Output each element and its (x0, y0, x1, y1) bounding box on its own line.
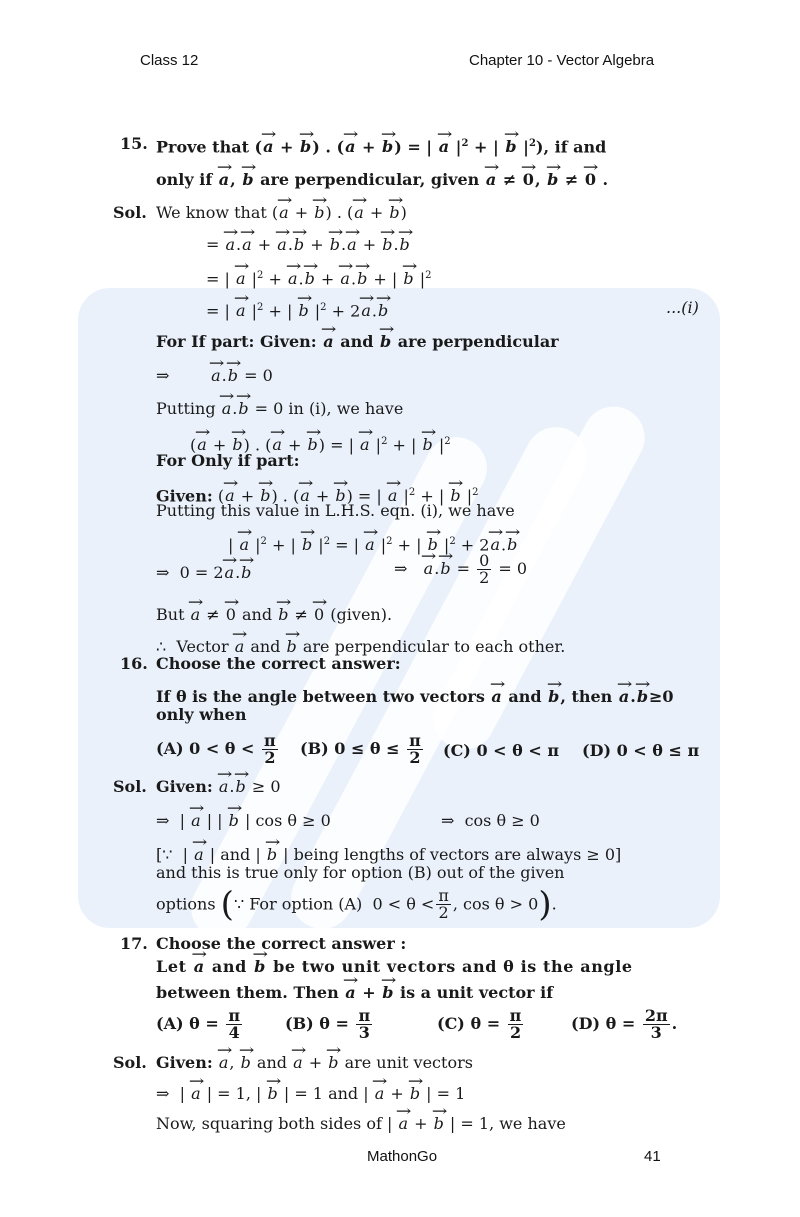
q15-sol-line2: = → a.→ a + → a.→ b + → b.→ a + → b.→ b (206, 235, 411, 255)
q16-option-a[interactable]: (A) 0 < θ < $\frac{\pi}{2}$ (156, 731, 276, 767)
q16-option-c[interactable]: (C) 0 < θ < π (443, 741, 560, 760)
q16-implies-line: ⇒ | → a | | → b | cos θ ≥ 0 (156, 811, 331, 831)
q15-sol-label: Sol. (113, 203, 147, 222)
implies-line1: ⇒ → a.→ b = 0 (156, 366, 273, 386)
q16-because-line: [∵ | → a | and | → b | being lengths of vectors are always ≥ 0] (156, 845, 621, 865)
q16-statement: If θ is the angle between two vectors → a and → b, then → a.→ b≥0 (156, 687, 674, 707)
q16-sol-given: Given: → a.→ b ≥ 0 (156, 777, 281, 797)
q16-only-when: only when (156, 705, 247, 724)
footer-brand: MathonGo (367, 1148, 438, 1165)
putting-line: Putting → a.→ b = 0 in (i), we have (156, 399, 403, 419)
eq-ref-i: ...(i) (666, 298, 699, 317)
q17-implies-line: ⇒ | → a | = 1, | → b | = 1 and | → a + → b | = 1 (156, 1084, 465, 1104)
conclusion-line: ∴ Vector → a and → b are perpendicular to each other. (156, 637, 565, 657)
q15-statement-line2: only if → a, → b are perpendicular, given → a ≠ → 0, → b ≠ → 0 . (156, 170, 608, 190)
lhs-rhs-line: | → a $|^2$ + | → b $|^2$ = | → a $|^2$ + | → b $|^2 + 2\to a.\to b$ (228, 532, 518, 555)
zero-eq-line: ⇒ 0 = 2→ a.→ b (156, 563, 252, 583)
q16-sol-label: Sol. (113, 777, 147, 796)
q17-option-b[interactable]: (B) θ = $\frac{\pi}{3}$ (285, 1006, 371, 1042)
q15-sol-line3: = | → a $|^2$ + → a.→ b + → a.→ b + | → b $|^2$ (206, 266, 431, 289)
q17-sol-label: Sol. (113, 1053, 147, 1072)
q16-option-b[interactable]: (B) 0 ≤ θ ≤ $\frac{\pi}{2}$ (300, 731, 421, 767)
header-chapter: Chapter 10 - Vector Algebra (469, 52, 655, 69)
q16-options-line: options (∵ For option (A) 0 < θ < $\frac{\pi}{2}$ , cos θ > 0). (156, 884, 557, 925)
q16-true-only-line: and this is true only for option (B) out of the given (156, 863, 565, 882)
q15-statement-line1: Prove that (→ a + → b) . (→ a + → b) = | → a $|^2$ + | → b $|^2$), if and (156, 134, 606, 157)
q15-number: 15. (120, 134, 148, 153)
q17-statement-line2: between them. Then → a + → b is a unit vector if (156, 983, 553, 1003)
q15-sol-line4: = | → a $|^2$ + | → b $|^2 + 2\to a.\to b$ (206, 298, 389, 321)
q17-option-d[interactable]: (D) θ = $\frac{2\pi}{3}$ . (571, 1006, 678, 1042)
q17-sol-given: Given: → a, → b and → a + → b are unit vectors (156, 1053, 473, 1073)
q16-number: 16. (120, 654, 148, 673)
header-class: Class 12 (140, 52, 199, 69)
dot-zero-line: ⇒ → a.→ b = $\frac{0}{2}$ = 0 (394, 553, 527, 586)
q17-option-c[interactable]: (C) θ = $\frac{\pi}{2}$ (437, 1006, 522, 1042)
q17-squaring-line: Now, squaring both sides of | → a + → b | = 1, we have (156, 1114, 566, 1134)
q17-title: Choose the correct answer : (156, 934, 407, 953)
page-number: 41 (644, 1148, 661, 1165)
q16-cos-line: ⇒ cos θ ≥ 0 (441, 811, 540, 830)
q16-option-d[interactable]: (D) 0 < θ ≤ π (582, 741, 700, 760)
q17-number: 17. (120, 934, 148, 953)
q17-statement-line1: Let → a and → b be two unit vectors and θ is the angle (156, 957, 633, 977)
q17-option-a[interactable]: (A) θ = $\frac{\pi}{4}$ (156, 1006, 241, 1042)
if-part-line: For If part: Given: → a and → b are perpendicular (156, 332, 559, 352)
putting-lhs-line: Putting this value in L.H.S. eqn. (i), we have (156, 501, 515, 520)
but-line: But → a ≠ → 0 and → b ≠ → 0 (given). (156, 605, 392, 625)
given-line: Given: (→ a + → b) . (→ a + → b) = | → a $|^2$ + | → b $|^2$ (156, 483, 478, 506)
q15-sol-line1: We know that (→ a + → b) . (→ a + → b) (156, 203, 407, 223)
only-if-part-heading: For Only if part: (156, 451, 300, 470)
if-result-line: (→ a + → b) . (→ a + → b) = | → a $|^2$ + | → b $|^2$ (190, 432, 451, 455)
q16-title: Choose the correct answer: (156, 654, 401, 673)
